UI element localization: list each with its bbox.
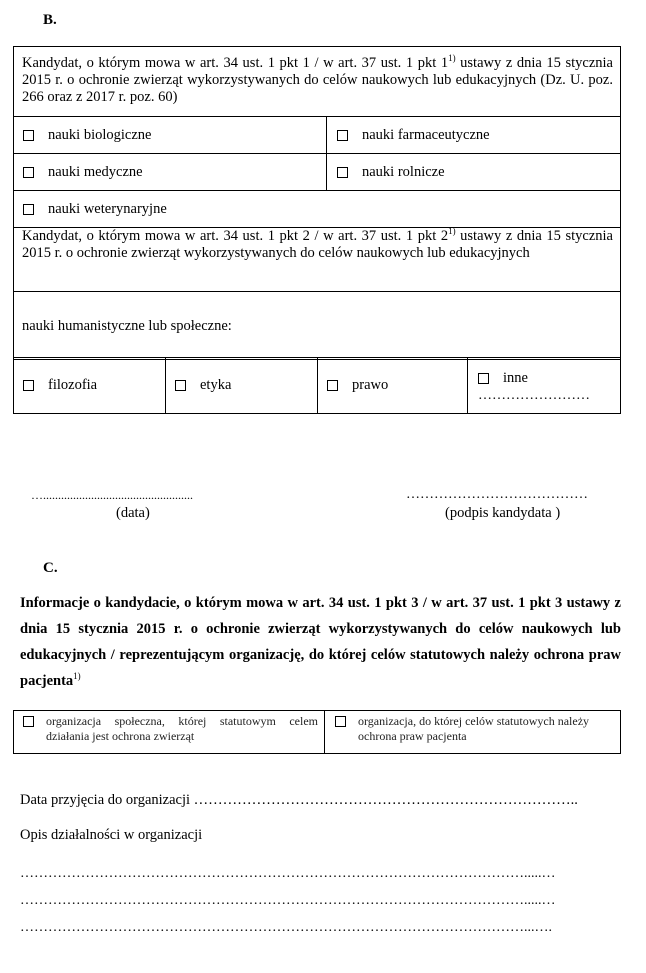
candidate-1-text: Kandydat, o którym mowa w art. 34 ust. 1 pkt 1 / w art. 37 ust. 1 pkt 1 <box>22 55 449 71</box>
activity-fill-line[interactable]: ……………………………………………………………………………………………….....… <box>20 866 556 881</box>
date-fill-line[interactable]: ….................................................. <box>31 488 193 502</box>
option-label: nauki farmaceutyczne <box>362 126 490 143</box>
option-label: filozofia <box>48 377 98 393</box>
option-label: nauki rolnicze <box>362 163 445 180</box>
footnote-ref: 1) <box>448 53 456 64</box>
join-date-label: Data przyjęcia do organizacji <box>20 792 191 808</box>
organization-table <box>13 710 621 754</box>
join-date-fill-line[interactable]: …………………………………………………………………….. <box>193 792 578 808</box>
option-label: nauki weterynaryjne <box>48 200 167 217</box>
option-cell[interactable] <box>14 191 621 228</box>
signature-fill-line[interactable]: ………………………………… <box>406 487 588 502</box>
checkbox[interactable] <box>478 373 489 384</box>
option-label: nauki biologiczne <box>48 126 152 143</box>
org-option-cell[interactable] <box>14 711 325 754</box>
option-cell[interactable] <box>14 154 327 191</box>
section-c-paragraph-text: Informacje o kandydacie, o którym mowa w art. 34 ust. 1 pkt 3 / w art. 37 ust. 1 pkt 3 ustawy z dnia 15 stycznia 2015 r. o ochronie zwierząt wykorzystywanych do celów naukowych lub edukacyjnych / reprezentującym organizację, do której celów statutowych należy ochrona praw pacjenta <box>20 595 621 689</box>
activity-fill-line[interactable]: ………………………………………………………………………………………………...…. <box>20 920 552 935</box>
checkbox[interactable] <box>175 380 186 391</box>
section-b-heading: B. <box>43 12 57 28</box>
option-label: nauki medyczne <box>48 163 143 180</box>
candidate-2-text-tail: ustawy z dnia 15 stycznia 2015 r. o ochronie zwierząt wykorzystywanych do celów naukowych lub edukacyjnych <box>22 228 613 261</box>
checkbox[interactable] <box>23 130 34 141</box>
option-cell[interactable] <box>166 358 318 414</box>
checkbox[interactable] <box>23 204 34 215</box>
section-c-paragraph <box>20 590 621 694</box>
checkbox[interactable] <box>335 716 346 727</box>
option-label: etyka <box>200 377 232 393</box>
section-b-table-2 <box>13 357 621 414</box>
checkbox[interactable] <box>23 167 34 178</box>
option-cell[interactable] <box>327 117 621 154</box>
checkbox[interactable] <box>337 130 348 141</box>
candidate-1-description <box>14 47 621 117</box>
candidate-2-text: Kandydat, o którym mowa w art. 34 ust. 1 pkt 2 / w art. 37 ust. 1 pkt 2 <box>22 228 449 244</box>
candidate-2-description <box>14 228 621 292</box>
checkbox[interactable] <box>327 380 338 391</box>
section-c-heading: C. <box>43 560 58 576</box>
option-cell[interactable] <box>14 358 166 414</box>
footnote-ref: 1) <box>73 671 81 682</box>
org-option-label: organizacja społeczna, której statutowym celem działania jest ochrona zwierząt <box>46 714 318 743</box>
date-caption: (data) <box>116 505 150 521</box>
checkbox[interactable] <box>23 716 34 727</box>
signature-caption: (podpis kandydata ) <box>445 505 561 521</box>
checkbox[interactable] <box>23 380 34 391</box>
activity-fill-line[interactable]: ……………………………………………………………………………………………….....… <box>20 893 556 908</box>
section-b-table-1 <box>13 46 621 360</box>
option-label: prawo <box>352 377 389 393</box>
humanities-label: nauki humanistyczne lub społeczne: <box>22 317 232 334</box>
candidate-1-text-tail: ustawy z dnia 15 stycznia 2015 r. o ochronie zwierząt wykorzystywanych do celów naukowych lub edukacyjnych (Dz. U. poz. 266 oraz z 2017 r. poz. 60) <box>22 55 613 105</box>
footnote-ref: 1) <box>448 226 456 237</box>
option-cell-inne[interactable] <box>468 358 621 414</box>
activity-label: Opis działalności w organizacji <box>20 827 203 843</box>
org-option-label: organizacja, do której celów statutowych należy ochrona praw pacjenta <box>358 714 590 743</box>
option-cell[interactable] <box>327 154 621 191</box>
join-date-row <box>20 792 578 809</box>
checkbox[interactable] <box>337 167 348 178</box>
org-option-cell[interactable] <box>325 711 621 754</box>
option-cell[interactable] <box>318 358 468 414</box>
humanities-cell <box>14 292 621 360</box>
option-cell[interactable] <box>14 117 327 154</box>
option-label: inne <box>503 370 528 386</box>
inne-fill-line[interactable]: …………………… <box>478 388 590 403</box>
